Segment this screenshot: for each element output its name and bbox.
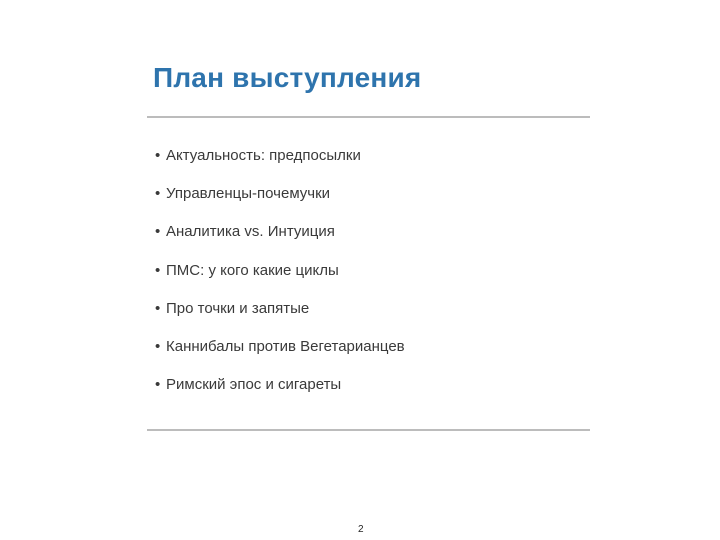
top-divider — [147, 116, 590, 118]
bullet-item — [155, 260, 405, 298]
bullet-icon: • — [155, 376, 161, 394]
bullet-item — [155, 298, 405, 336]
bullet-text: Римский эпос и сигареты — [166, 376, 342, 394]
bullet-item — [155, 221, 405, 259]
bullet-icon: • — [155, 223, 161, 241]
page-number: 2 — [358, 524, 364, 535]
bullet-text: Аналитика vs. Интуиция — [166, 223, 335, 241]
slide-title: План выступления — [153, 62, 422, 93]
bullet-text: Актуальность: предпосылки — [166, 147, 361, 164]
bottom-divider — [147, 429, 590, 431]
bullet-icon: • — [155, 261, 161, 279]
bullet-icon: • — [155, 337, 161, 355]
bullet-item — [155, 336, 405, 374]
bullet-icon: • — [155, 147, 161, 164]
bullet-item — [155, 183, 405, 221]
bullet-text: Про точки и запятые — [166, 299, 310, 317]
bullet-text: ПМС: у кого какие циклы — [166, 261, 339, 279]
bullet-text: Каннибалы против Вегетарианцев — [166, 337, 405, 355]
bullet-item — [155, 145, 405, 183]
bullet-list — [155, 145, 405, 412]
bullet-icon: • — [155, 299, 161, 317]
bullet-item — [155, 374, 405, 412]
bullet-text: Управленцы-почемучки — [166, 185, 331, 203]
bullet-icon: • — [155, 185, 161, 203]
